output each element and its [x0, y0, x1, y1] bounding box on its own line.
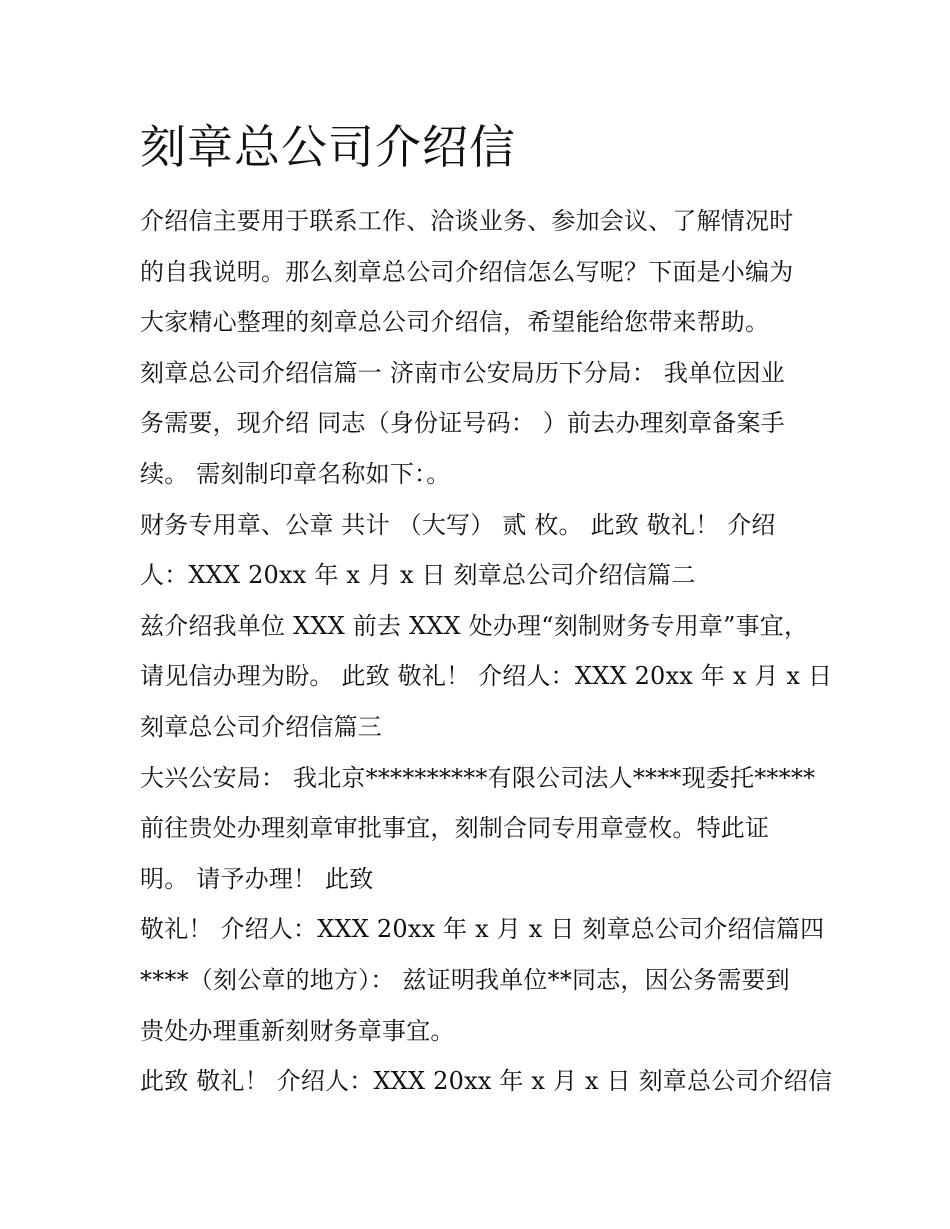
body-line: 明。 请予办理！ 此致 [140, 864, 374, 893]
body-line: 刻章总公司介绍信篇三 [140, 712, 382, 741]
body-line: 大家精心整理的刻章总公司介绍信，希望能给您带来帮助。 [140, 308, 770, 337]
body-line: 续。 需刻制印章名称如下：。 [140, 459, 451, 488]
body-line: 敬礼！ 介绍人：XXX 20xx 年 x 月 x 日 刻章总公司介绍信篇四 [140, 915, 825, 944]
body-line: 请见信办理为盼。 此致 敬礼！ 介绍人：XXX 20xx 年 x 月 x 日 [140, 662, 833, 691]
body-line: 此致 敬礼！ 介绍人：XXX 20xx 年 x 月 x 日 刻章总公司介绍信 [140, 1067, 833, 1096]
body-line: 大兴公安局： 我北京**********有限公司法人****现委托***** [140, 763, 816, 792]
body-line: 财务专用章、公章 共计 （大写） 贰 枚。 此致 敬礼！ 介绍 [140, 510, 776, 539]
body-line: 贵处办理重新刻财务章事宜。 [140, 1016, 455, 1045]
body-line: 人：XXX 20xx 年 x 月 x 日 刻章总公司介绍信篇二 [140, 561, 696, 590]
document-title: 刻章总公司介绍信 [140, 120, 516, 174]
body-line: 介绍信主要用于联系工作、洽谈业务、参加会议、了解情况时 [140, 207, 794, 235]
body-line: ****（刻公章的地方）： 兹证明我单位**同志，因公务需要到 [140, 965, 790, 994]
document-body [140, 196, 833, 1107]
body-line: 刻章总公司介绍信篇一 济南市公安局历下分局： 我单位因业 [140, 358, 785, 387]
document-page [140, 112, 833, 1107]
body-line: 的自我说明。那么刻章总公司介绍信怎么写呢？下面是小编为 [140, 257, 794, 286]
body-line: 前往贵处办理刻章审批事宜，刻制合同专用章壹枚。特此证 [140, 814, 770, 843]
body-line: 兹介绍我单位 XXX 前去 XXX 处办理“刻制财务专用章”事宜， [140, 611, 809, 640]
body-line: 务需要，现介绍 同志（身份证号码： ）前去办理刻章备案手 [140, 409, 785, 438]
